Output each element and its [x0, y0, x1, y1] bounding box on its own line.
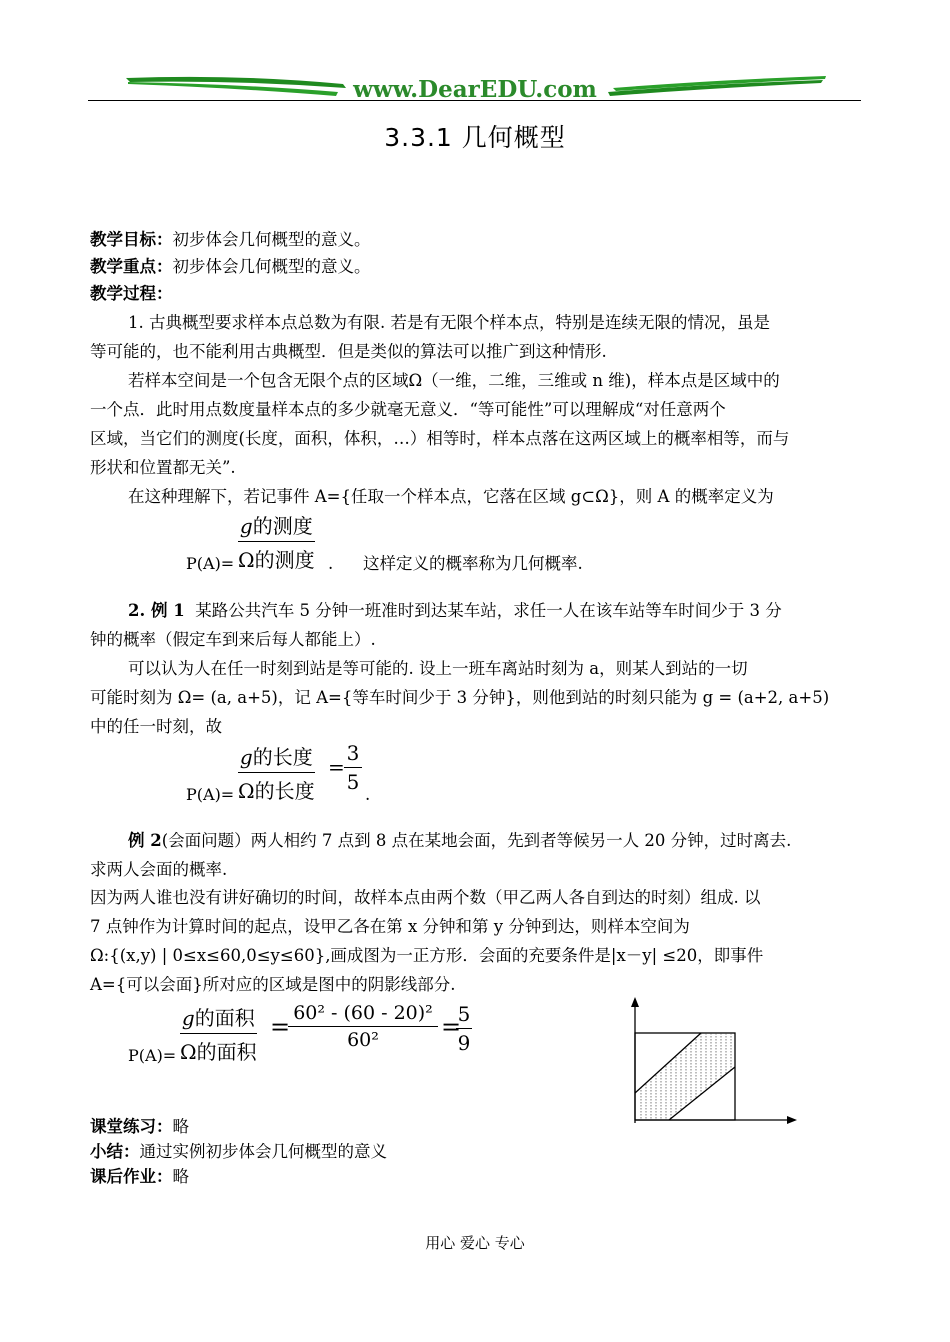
formula3-num-var: g	[181, 1006, 195, 1030]
para3-line: 在这种理解下，若记事件 A={任取一个样本点，它落在区域 g⊂Ω}，则 A 的概率定义为	[128, 487, 774, 506]
page-footer: 用心 爱心 专心	[425, 1234, 525, 1252]
example1-num: 2	[128, 601, 140, 620]
logo-text: www.DearEDU.com	[353, 76, 597, 103]
example1-line2: 钟的概率（假定车到来后每人都能上）.	[90, 630, 376, 649]
formula2-den: Ω的长度	[238, 779, 315, 803]
page-title: 3.3.1 几何概型	[384, 123, 566, 152]
homework-line	[90, 1163, 189, 1190]
formula1-den: Ω的测度	[238, 548, 315, 572]
formula3-equals1: =	[270, 1013, 291, 1041]
formula3-fraction	[180, 1002, 257, 1065]
y-axis-arrow-icon	[631, 997, 639, 1007]
formula2-fraction	[238, 741, 315, 804]
formula3-result	[456, 1002, 472, 1055]
example2-sol2: 7 点钟作为计算时间的起点，设甲乙各在第 x 分钟和第 y 分钟到达，则样本空间为	[90, 917, 690, 936]
formula3-equals2: =	[441, 1013, 462, 1041]
para1-line1: 1. 古典概型要求样本点总数为有限. 若是有无限个样本点，特别是连续无限的情况，虽是	[128, 313, 770, 332]
homework-label: 课后作业：	[90, 1167, 173, 1186]
meeting-region-diagram	[625, 995, 800, 1130]
para2-line3: 区域，当它们的测度(长度，面积，体积，…）相等时，样本点落在这两区域上的概率相等，而与	[90, 429, 790, 448]
example2-line1	[128, 827, 791, 854]
para2-line2: 一个点．此时用点数度量样本点的多少就毫无意义．“等可能性”可以理解成“对任意两个	[90, 400, 726, 419]
lower-boundary-line	[669, 1067, 735, 1120]
example2-sol4: A={可以会面}所对应的区域是图中的阴影线部分.	[90, 975, 456, 994]
formula1-num-text: 的测度	[252, 514, 313, 538]
focus-text: 初步体会几何概型的意义。	[172, 257, 371, 276]
example2-line2: 求两人会面的概率.	[90, 860, 228, 879]
formula3-mid-num: 60² - (60 - 20)²	[293, 1002, 433, 1024]
summary-line	[90, 1138, 387, 1165]
summary-text: 通过实例初步体会几何概型的意义	[139, 1142, 387, 1161]
example1-text1: 某路公共汽车 5 分钟一班准时到达某车站，求任一人在该车站等车时间少于 3 分	[195, 601, 782, 620]
practice-line	[90, 1113, 189, 1140]
formula3-rnum: 5	[457, 1002, 471, 1026]
formula1-lhs: P(A)=	[186, 554, 235, 573]
example1-sol3: 中的任一时刻，故	[90, 717, 222, 736]
header-rule	[88, 100, 861, 101]
practice-label: 课堂练习：	[90, 1117, 173, 1136]
formula2-num-var: g	[239, 745, 253, 769]
goal-line	[90, 226, 371, 253]
example1-sol1: 可以认为人在任一时刻到站是等可能的. 设上一班车离站时刻为 a，则某人到站的一切	[128, 659, 748, 678]
formula2-num-text: 的长度	[252, 745, 313, 769]
example2-sol1: 因为两人谁也没有讲好确切的时间，故样本点由两个数（甲乙两人各自到达的时刻）组成. 以	[90, 888, 761, 907]
formula1-tail: .	[328, 554, 334, 573]
focus-line	[90, 253, 371, 280]
para1-line2: 等可能的，也不能利用古典概型．但是类似的算法可以推广到这种情形.	[90, 342, 607, 361]
formula2-lhs: P(A)=	[186, 785, 235, 804]
homework-text: 略	[172, 1167, 189, 1186]
formula3-rden: 9	[457, 1031, 471, 1055]
formula1-fraction	[238, 510, 315, 573]
formula3-den: Ω的面积	[180, 1040, 257, 1064]
formula3-lhs: P(A)=	[128, 1046, 177, 1065]
focus-label: 教学重点：	[90, 257, 173, 276]
formula1-num-var: g	[239, 514, 253, 538]
formula2-rden: 5	[346, 770, 360, 794]
formula3-mid	[288, 1002, 438, 1051]
goal-text: 初步体会几何概型的意义。	[172, 230, 371, 249]
summary-label: 小结：	[90, 1142, 140, 1161]
example1-line1: 2. 例 1 某路公共汽车 5 分钟一班准时到达某车站，求任一人在该车站等车时间少于 3 分	[128, 601, 782, 620]
formula2-rnum: 3	[346, 741, 360, 765]
formula1-after: 这样定义的概率称为几何概率.	[363, 554, 583, 573]
example1-label: 例 1	[150, 601, 185, 620]
x-axis-arrow-icon	[787, 1116, 797, 1124]
example2-text1: (会面问题）两人相约 7 点到 8 点在某地会面，先到者等候另一人 20 分钟，过时离去.	[161, 831, 792, 850]
example2-sol3: Ω:{(x,y) | 0≤x≤60,0≤y≤60},画成图为一正方形．会面的充要条件是|x－y| ≤20，即事件	[90, 946, 764, 965]
formula3-mid-den: 60²	[347, 1029, 379, 1051]
example2-label: 例 2	[128, 831, 162, 850]
example1-sol2: 可能时刻为 Ω= (a, a+5)，记 A={等车时间少于 3 分钟}，则他到站的时刻只能为 g = (a+2, a+5)	[90, 688, 830, 707]
formula2-equals: =	[328, 755, 345, 779]
goal-label: 教学目标：	[90, 230, 173, 249]
formula2-tail: .	[365, 785, 371, 804]
para2-line4: 形状和位置都无关”.	[90, 458, 236, 477]
practice-text: 略	[172, 1117, 189, 1136]
formula2-result	[344, 741, 362, 794]
formula3-num-text: 的面积	[194, 1006, 255, 1030]
process-label: 教学过程：	[90, 284, 173, 303]
para2-line1: 若样本空间是一个包含无限个点的区域Ω（一维，二维，三维或 n 维)，样本点是区域中的	[128, 371, 780, 390]
